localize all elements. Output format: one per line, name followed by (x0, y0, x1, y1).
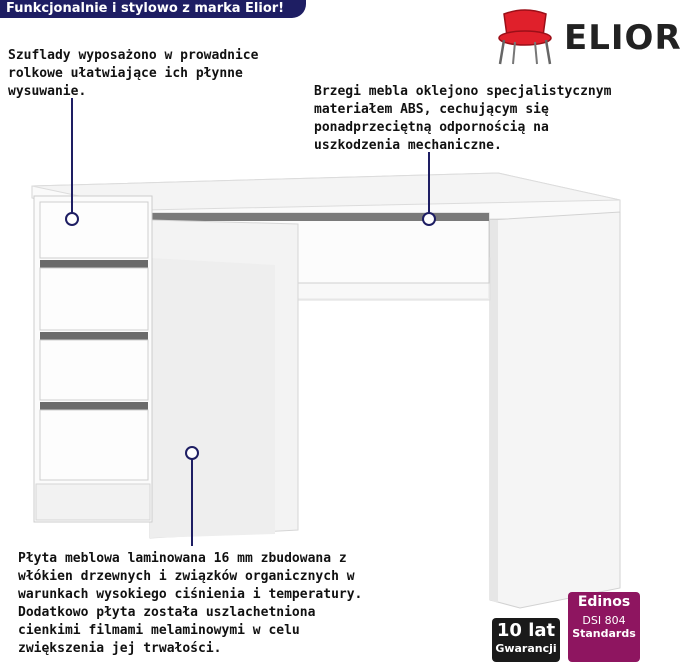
drawers-pointer-line (71, 98, 73, 214)
note-edges: Brzegi mebla oklejono specjalistycznym materiałem ABS, cechującym się ponadprzeciętną odpornością na uszkodzenia mechaniczne. (314, 84, 612, 153)
edinos-badge (568, 592, 640, 662)
warranty-label: Gwarancji (495, 642, 557, 655)
edinos-sub: Standards (572, 627, 636, 640)
brand-name: ELIOR (564, 18, 682, 58)
header-title: Funkcjonalnie i stylowo z marka Elior! (6, 1, 285, 16)
board-pointer-line (191, 458, 193, 546)
warranty-badge (492, 618, 560, 662)
board-pointer-dot (185, 446, 199, 460)
drawers-pointer-dot (65, 212, 79, 226)
note-drawers: Szuflady wyposażono w prowadnice rolkowe ułatwiające ich płynne wysuwanie. (8, 48, 259, 99)
edinos-title: Edinos (577, 594, 631, 610)
warranty-years: 10 lat (496, 620, 556, 641)
edges-pointer-dot (422, 212, 436, 226)
note-board: Płyta meblowa laminowana 16 mm zbudowana z włókien drzewnych i związków organicznych w warunkach wysokiego ciśnienia i temperatury. Dodatkowo płyta została uszlachetniona cienkimi filmami melaminowymi w celu zwiększenia jej trwałości. (18, 551, 363, 656)
edinos-code: DSI 804 (582, 614, 626, 627)
edges-pointer-line (428, 152, 430, 214)
